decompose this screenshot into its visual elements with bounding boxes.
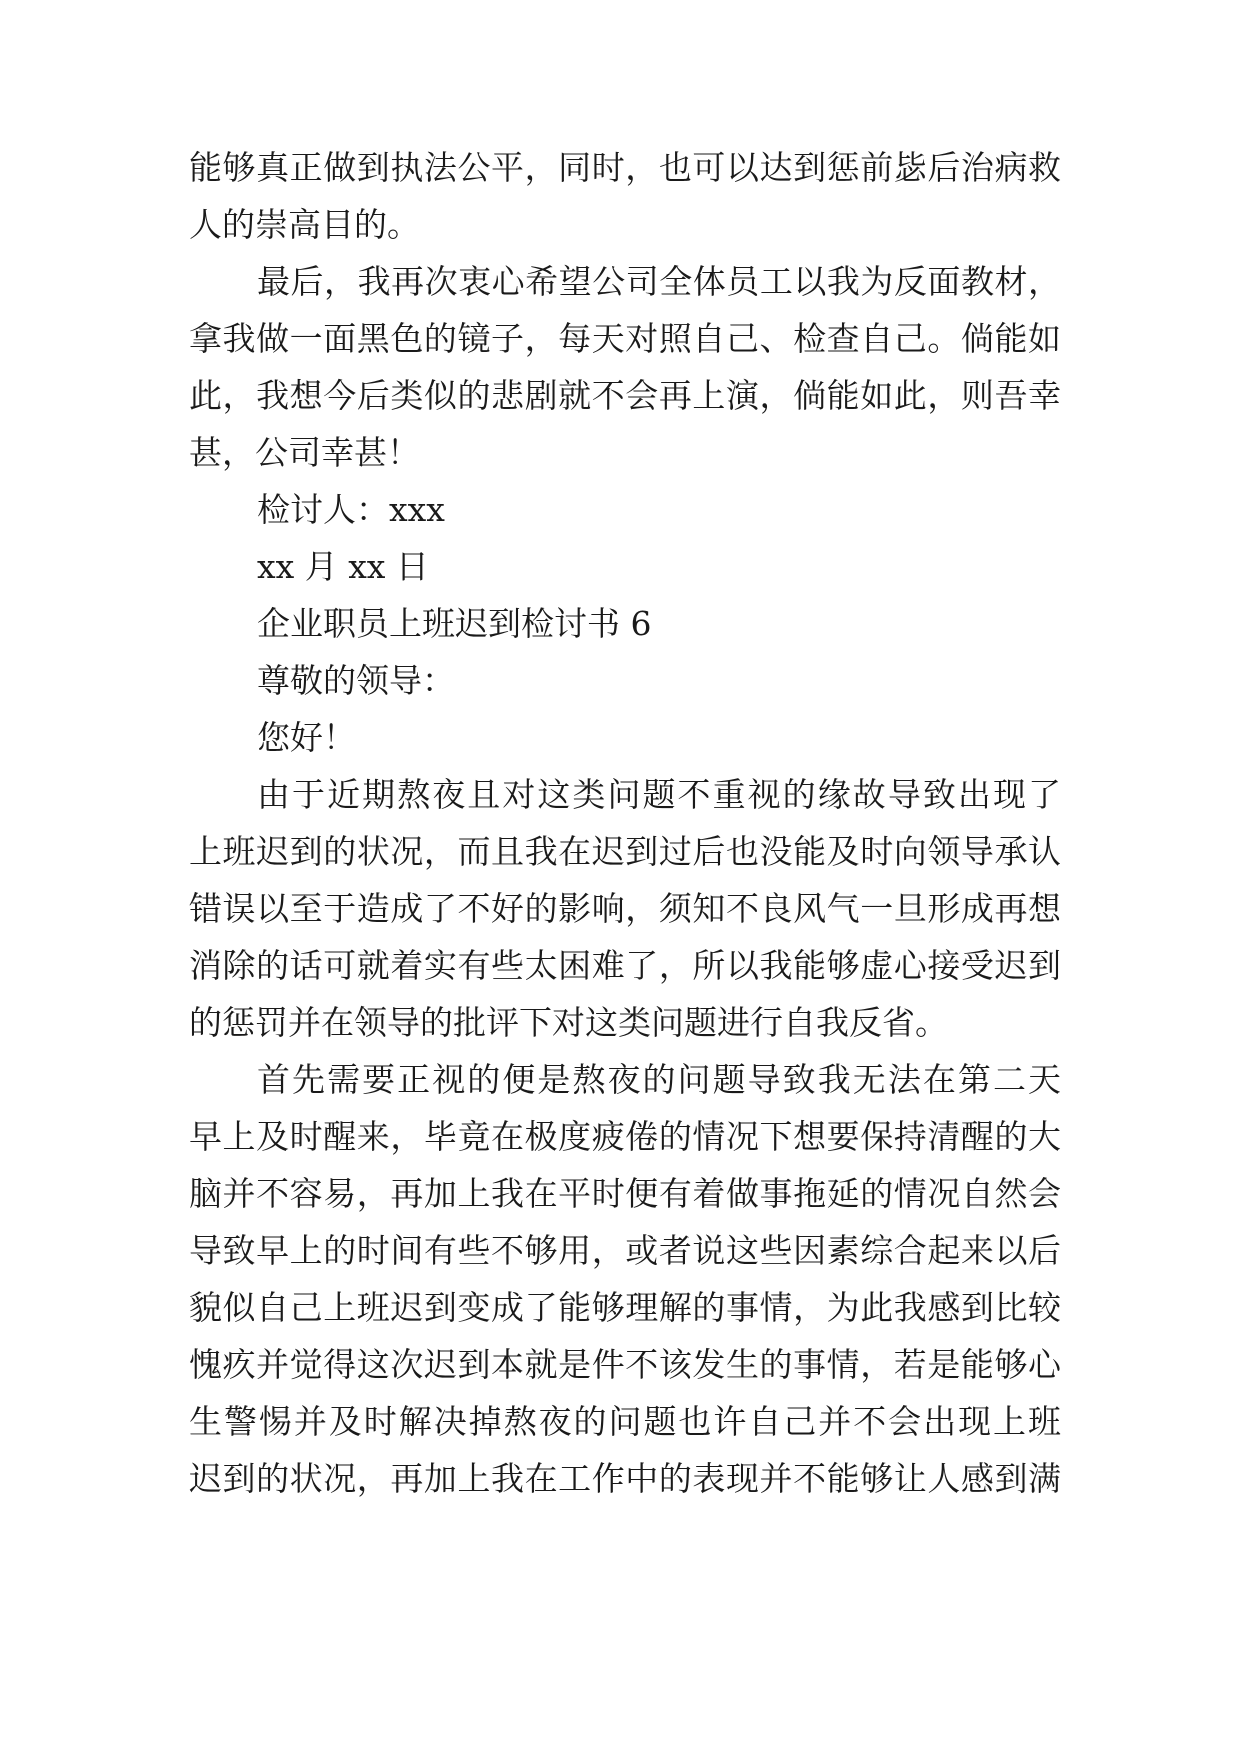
paragraph-line: 貌似自己上班迟到变成了能够理解的事情，为此我感到比较 <box>189 1288 1061 1327</box>
paragraph-line: 错误以至于造成了不好的影响，须知不良风气一旦形成再想 <box>189 889 1061 928</box>
paragraph-line: 人的崇高目的。 <box>189 205 420 244</box>
paragraph-line: 愧疚并觉得这次迟到本就是件不该发生的事情，若是能够心 <box>189 1345 1061 1384</box>
paragraph-line: 消除的话可就着实有些太困难了，所以我能够虚心接受迟到 <box>189 946 1061 985</box>
paragraph-line: 生警惕并及时解决掉熬夜的问题也许自己并不会出现上班 <box>189 1402 1061 1441</box>
paragraph-line: 脑并不容易，再加上我在平时便有着做事拖延的情况自然会 <box>189 1174 1061 1213</box>
section-title: 企业职员上班迟到检讨书 6 <box>257 604 652 643</box>
paragraph-line: 上班迟到的状况，而且我在迟到过后也没能及时向领导承认 <box>189 832 1061 871</box>
paragraph-line: 迟到的状况，再加上我在工作中的表现并不能够让人感到满 <box>189 1459 1061 1498</box>
paragraph-line: 拿我做一面黑色的镜子，每天对照自己、检查自己。倘能如 <box>189 319 1061 358</box>
paragraph-line: 能够真正做到执法公平，同时，也可以达到惩前毖后治病救 <box>189 148 1061 187</box>
paragraph-line: 首先需要正视的便是熬夜的问题导致我无法在第二天 <box>257 1060 1061 1099</box>
greeting: 您好！ <box>257 718 356 757</box>
paragraph-line: 甚，公司幸甚！ <box>189 433 420 472</box>
paragraph-line: 的惩罚并在领导的批评下对这类问题进行自我反省。 <box>189 1003 948 1042</box>
paragraph-line: 由于近期熬夜且对这类问题不重视的缘故导致出现了 <box>257 775 1061 814</box>
signature-line: 检讨人：xxx <box>257 490 445 529</box>
salutation: 尊敬的领导： <box>257 661 455 700</box>
paragraph-line: 此，我想今后类似的悲剧就不会再上演，倘能如此，则吾幸 <box>189 376 1061 415</box>
paragraph-line: 早上及时醒来，毕竟在极度疲倦的情况下想要保持清醒的大 <box>189 1117 1061 1156</box>
paragraph-line: 导致早上的时间有些不够用，或者说这些因素综合起来以后 <box>189 1231 1061 1270</box>
paragraph-line: 最后，我再次衷心希望公司全体员工以我为反面教材， <box>257 262 1061 301</box>
date-line: xx 月 xx 日 <box>257 547 429 586</box>
